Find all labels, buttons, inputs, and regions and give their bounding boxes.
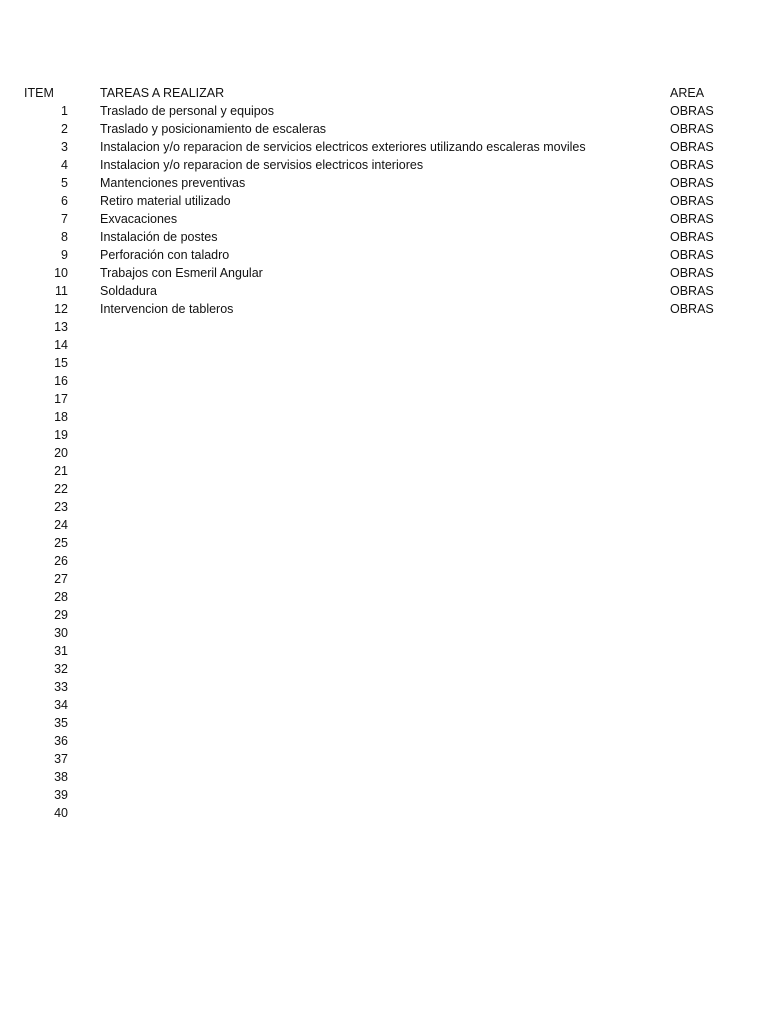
item-number: 16 [54, 374, 68, 388]
table-row [0, 480, 768, 498]
task-description: Instalacion y/o reparacion de servisios electricos interiores [100, 158, 424, 172]
task-table [0, 84, 768, 822]
table-row [0, 804, 768, 822]
table-row [0, 372, 768, 390]
table-row [0, 102, 768, 120]
table-row [0, 786, 768, 804]
task-description: Retiro material utilizado [100, 194, 231, 208]
area-value: OBRAS [670, 212, 714, 226]
item-number: 6 [61, 194, 68, 208]
item-number: 10 [54, 266, 68, 280]
task-description: Perforación con taladro [100, 248, 230, 262]
table-row [0, 264, 768, 282]
table-row [0, 696, 768, 714]
table-row [0, 336, 768, 354]
item-column-header: ITEM [24, 86, 54, 100]
table-row [0, 588, 768, 606]
table-row [0, 552, 768, 570]
item-number: 40 [54, 806, 68, 820]
table-row [0, 300, 768, 318]
item-number: 30 [54, 626, 68, 640]
table-row [0, 642, 768, 660]
table-row [0, 624, 768, 642]
item-number: 15 [54, 356, 68, 370]
area-value: OBRAS [670, 302, 714, 316]
area-value: OBRAS [670, 140, 714, 154]
area-value: OBRAS [670, 158, 714, 172]
task-column-header: TAREAS A REALIZAR [100, 86, 225, 100]
item-number: 18 [54, 410, 68, 424]
item-number: 33 [54, 680, 68, 694]
item-number: 9 [61, 248, 68, 262]
table-row [0, 390, 768, 408]
table-row [0, 768, 768, 786]
table-row [0, 246, 768, 264]
area-value: OBRAS [670, 248, 714, 262]
table-row [0, 354, 768, 372]
item-number: 36 [54, 734, 68, 748]
item-number: 27 [54, 572, 68, 586]
table-row [0, 678, 768, 696]
area-value: OBRAS [670, 230, 714, 244]
task-description: Traslado y posicionamiento de escaleras [100, 122, 327, 136]
task-description: Traslado de personal y equipos [100, 104, 274, 118]
table-row [0, 228, 768, 246]
item-number: 11 [55, 284, 68, 298]
item-number: 34 [54, 698, 68, 712]
item-number: 25 [54, 536, 68, 550]
table-row [0, 462, 768, 480]
item-number: 32 [54, 662, 68, 676]
area-value: OBRAS [670, 266, 714, 280]
item-number: 21 [54, 464, 68, 478]
table-row [0, 282, 768, 300]
item-number: 19 [54, 428, 68, 442]
item-number: 26 [54, 554, 68, 568]
table-row [0, 192, 768, 210]
item-number: 28 [54, 590, 68, 604]
item-number: 14 [54, 338, 68, 352]
task-description: Instalacion y/o reparacion de servicios electricos exteriores utilizando escaleras moviles [100, 140, 586, 154]
item-number: 8 [61, 230, 68, 244]
task-description: Trabajos con Esmeril Angular [100, 266, 263, 280]
item-number: 17 [54, 392, 68, 406]
item-number: 22 [54, 482, 68, 496]
table-row [0, 570, 768, 588]
area-value: OBRAS [670, 194, 714, 208]
item-number: 24 [54, 518, 68, 532]
table-header-row [0, 84, 768, 102]
table-row [0, 120, 768, 138]
table-row [0, 426, 768, 444]
area-value: OBRAS [670, 176, 714, 190]
table-row [0, 498, 768, 516]
item-number: 3 [61, 140, 68, 154]
task-description: Intervencion de tableros [100, 302, 234, 316]
table-row [0, 444, 768, 462]
table-row [0, 714, 768, 732]
item-number: 5 [61, 176, 68, 190]
area-value: OBRAS [670, 104, 714, 118]
table-row [0, 534, 768, 552]
area-column-header: AREA [670, 86, 705, 100]
item-number: 39 [54, 788, 68, 802]
task-description: Soldadura [100, 284, 157, 298]
task-description: Exvacaciones [100, 212, 178, 226]
table-row [0, 318, 768, 336]
table-body [0, 102, 768, 822]
table-row [0, 732, 768, 750]
item-number: 31 [54, 644, 68, 658]
table-row [0, 156, 768, 174]
area-value: OBRAS [670, 122, 714, 136]
table-row [0, 660, 768, 678]
item-number: 35 [54, 716, 68, 730]
item-number: 4 [61, 158, 68, 172]
table-row [0, 408, 768, 426]
item-number: 37 [54, 752, 68, 766]
item-number: 38 [54, 770, 68, 784]
table-row [0, 516, 768, 534]
item-number: 20 [54, 446, 68, 460]
item-number: 29 [54, 608, 68, 622]
table-row [0, 138, 768, 156]
table-row [0, 606, 768, 624]
item-number: 7 [61, 212, 68, 226]
area-value: OBRAS [670, 284, 714, 298]
table-row [0, 174, 768, 192]
item-number: 23 [54, 500, 68, 514]
task-description: Mantenciones preventivas [100, 176, 246, 190]
item-number: 1 [61, 104, 68, 118]
task-description: Instalación de postes [100, 230, 218, 244]
item-number: 12 [54, 302, 68, 316]
item-number: 13 [54, 320, 68, 334]
item-number: 2 [61, 122, 68, 136]
table-row [0, 750, 768, 768]
table-row [0, 210, 768, 228]
